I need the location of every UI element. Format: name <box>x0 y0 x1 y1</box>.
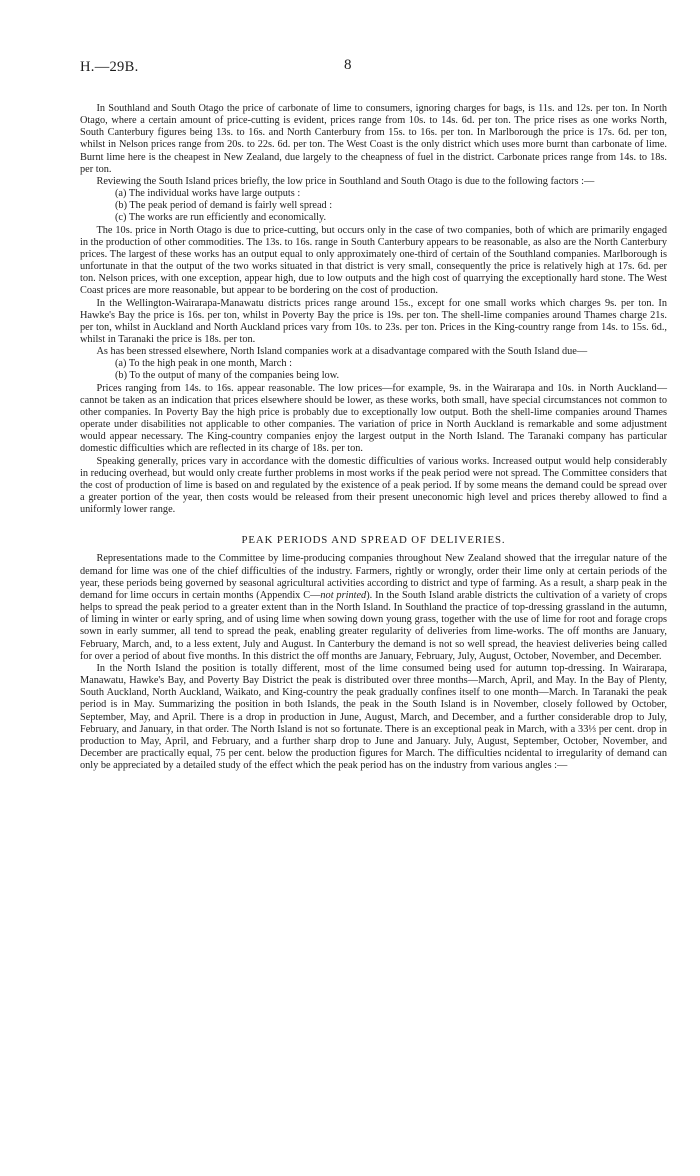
paragraph: Speaking generally, prices vary in accordance with the domestic difficulties of various works. Increased output would help considerably in reducing overhead, but would only create further problems in most works if the peak period were not spread. The Committee considers that the cost of production of lime is based on and regulated by the existence of a peak period. If by some means the demand could be spread over a greater portion of the year, then costs would be released from their present uneconomic high level and prices thereby allowed to find a uniformly lower range. <box>80 455 667 516</box>
paragraph-text: ). In the South Island arable districts the cultivation of a variety of crops helps to spread the peak period to a greater extent than in the North Island. In Southland the practice of top-dressing grassland in the autumn, of liming in winter or early spring, and of using lime when sowing down young grass, together with the use of lime for root and forage crops sown in early summer, all tend to spread the peak, enabling greater regularity of deliveries from lime-works. The off months are January, February, March, and, to a less extent, July and August. In Canterbury the demand is not so well spread, the heaviest deliveries being called for over a period of about five months. In this district the off months are January, February, July, August, October, November, and December. <box>80 589 668 662</box>
paragraph: Reviewing the South Island prices briefly, the low price in Southland and South Otago is due to the following factors :— <box>96 175 595 187</box>
list-item: (b) The peak period of demand is fairly well spread : <box>115 200 333 212</box>
paragraph: In the Wellington-Wairarapa-Manawatu districts prices range around 15s., except for one small works which charges 9s. per ton. In Hawke's Bay the price is 16s. per ton, whilst in Poverty Bay the price is 19s. per ton. The shell-lime companies around Thames charge 21s. per ton, whilst in Auckland and North Auckland prices vary from 10s. to 23s. per ton. Prices in the King-country range from 14s. to 15s. 6d., whilst in Taranaki the price is 18s. per ton. <box>80 297 667 345</box>
paragraph: Prices ranging from 14s. to 16s. appear reasonable. The low prices—for example, 9s. in the Wairarapa and 10s. in North Auckland—cannot be taken as an indication that prices elsewhere should be lower, as these works, both small, have special circumstances not common to other companies. In Poverty Bay the high price is probably due to exceptionally low output. Both the shell-lime companies around Thames operate under disabilities not applicable to other companies. The variation of price in North Auckland is remarkable and some adjustment would appear necessary. The King-country companies enjoy the largest output in the North Island. The Taranaki company has particular domestic difficulties which are reflected in its charge of 18s. per ton. <box>80 382 667 455</box>
section-heading: PEAK PERIODS AND SPREAD OF DELIVERIES. <box>241 534 506 547</box>
list-item: (b) To the output of many of the companies being low. <box>115 370 340 382</box>
list-item: (a) To the high peak in one month, March : <box>115 358 292 370</box>
page-number: 8 <box>344 57 352 73</box>
body-text <box>80 103 667 772</box>
paragraph: As has been stressed elsewhere, North Island companies work at a disadvantage compared with the South Island due— <box>96 346 588 358</box>
list-item: (a) The individual works have large outputs : <box>115 188 301 200</box>
italic-text: not printed <box>320 589 367 601</box>
paragraph-text: Representations made to the Committee by lime-producing companies throughout New Zealand showed that the irregular nature of the demand for lime was one of the chief difficulties of the industry. Farmers, rightly or wrongly, order their lime only at certain periods of the year, these periods being governed by seasonal agricultural activities according to district and type of farming. As a result, a sharp peak in the demand for lime occurs in certain months (Appendix C— <box>80 553 667 601</box>
paragraph: In the North Island the position is totally different, most of the lime consumed being used for autumn top-dressing. In Wairarapa, Manawatu, Hawke's Bay, and Poverty Bay District the peak is distributed over three months—March, April, and May. In the Bay of Plenty, South Auckland, North Auckland, Waikato, and King-country the peak gradually confines itself to one month—March. In Taranaki the peak period is in May. Summarizing the position in both Islands, the peak in the South Island is in November, closely followed by October, September, May, and April. There is a drop in production in June, August, March, and December, and a further considerable drop to July, February, and January, in that order. The North Island is not so fortunate. There is an exceptional peak in March, with a 33⅓ per cent. drop in production to May, April, and February, and a further sharp drop to June and January. July, August, September, October, November, and December are practically equal, 75 per cent. below the production figures for March. The difficulties ncidental to irregularity of demand can only be appreciated by a detailed study of the effect which the peak period has on the industry from various angles :— <box>80 662 667 772</box>
paragraph <box>80 553 667 662</box>
paragraph: In Southland and South Otago the price of carbonate of lime to consumers, ignoring charges for bags, is 11s. and 12s. per ton. In North Otago, where a certain amount of price-cutting is evident, prices range from 10s. to 14s. 6d. per ton. The price rises as one works North, South Canterbury figures being 13s. to 16s. and North Canterbury from 15s. to 16s. per ton. In Marlborough the price is 17s. 6d. per ton, whilst in Nelson prices range from 20s. to 22s. 6d. per ton. The West Coast is the only district which uses more burnt than carbonate of lime. Burnt lime here is the cheapest in New Zealand, due largely to the cheapness of fuel in the district. Carbonate prices range from 14s. to 18s. per ton. <box>80 103 667 175</box>
paragraph: The 10s. price in North Otago is due to price-cutting, but occurs only in the case of two companies, both of which are primarily engaged in the production of other commodities. The 13s. to 16s. range in South Canterbury appears to be reasonable, as also are the North Canterbury prices. The largest of these works has an output equal to only approximately one-third of certain of the Southland companies. Marlborough is unfortunate in that the output of the two works situated in that district is very small, consequently the price is relatively high at 17s. 6d. per ton. Nelson prices, with one exception, appear high, due to low outputs and the high cost of quarrying the exceptionally hard stone. The West Coast prices are more reasonable, but appear to be bordering on the cost of production. <box>80 224 667 297</box>
list-item: (c) The works are run efficiently and economically. <box>115 212 327 224</box>
document-reference: H.—29B. <box>80 59 139 75</box>
